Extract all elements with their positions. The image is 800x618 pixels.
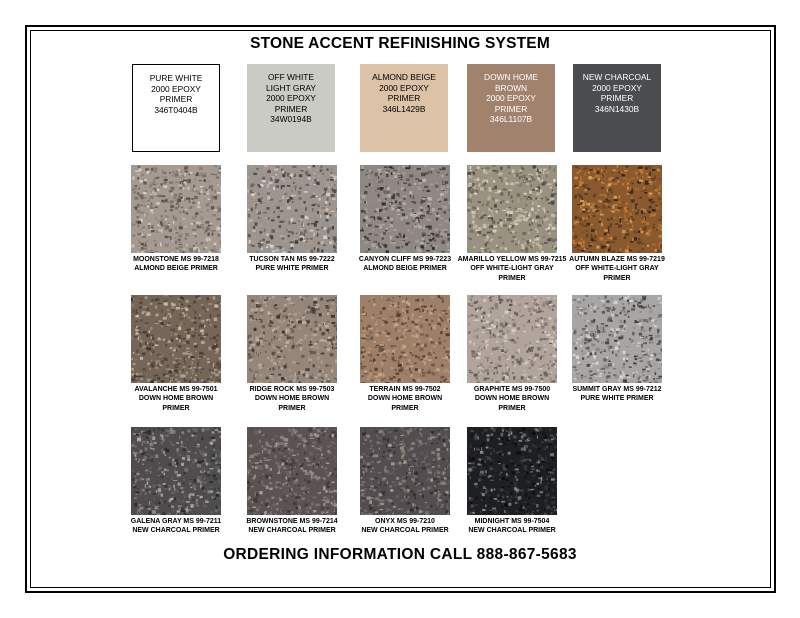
swatch-caption: GRAPHITE MS 99-7500 DOWN HOME BROWN PRIMER: [473, 386, 551, 412]
stone-texture: [572, 295, 662, 383]
ordering-info: ORDERING INFORMATION CALL 888-867-5683: [223, 546, 577, 563]
stone-swatch: [131, 427, 221, 515]
primer-swatch: [467, 64, 555, 152]
stone-swatch: [360, 427, 450, 515]
stone-swatch: [360, 295, 450, 383]
stone-texture: [247, 427, 337, 515]
primer-swatch: [247, 64, 335, 152]
swatch-caption: RIDGE ROCK MS 99-7503 DOWN HOME BROWN PRIMER: [249, 386, 335, 412]
stone-swatch: [467, 427, 557, 515]
primer-swatch: [573, 64, 661, 152]
stone-swatch: [467, 165, 557, 253]
stone-texture: [467, 295, 557, 383]
swatch-caption: MIDNIGHT MS 99-7504 NEW CHARCOAL PRIMER: [468, 518, 556, 535]
stone-swatch: [247, 427, 337, 515]
stone-texture: [131, 427, 221, 515]
swatch-caption: GALENA GRAY MS 99-7211 NEW CHARCOAL PRIMER: [130, 518, 222, 535]
stone-texture: [247, 295, 337, 383]
swatch-caption: CANYON CLIFF MS 99-7223 ALMOND BEIGE PRIMER: [358, 256, 452, 273]
stone-swatch: [467, 295, 557, 383]
stone-swatch: [131, 165, 221, 253]
swatch-caption: SUMMIT GRAY MS 99-7212 PURE WHITE PRIMER: [572, 386, 662, 403]
stone-texture: [131, 165, 221, 253]
swatch-caption: AMARILLO YELLOW MS 99-7215 OFF WHITE-LIGHT GRAY PRIMER: [457, 256, 567, 282]
swatch-caption: BROWNSTONE MS 99-7214 NEW CHARCOAL PRIMER: [246, 518, 338, 535]
stone-swatch: [131, 295, 221, 383]
stone-texture: [572, 165, 662, 253]
primer-label: PURE WHITE 2000 EPOXY PRIMER 346T0404B: [149, 73, 203, 115]
swatch-caption: TUCSON TAN MS 99-7222 PURE WHITE PRIMER: [249, 256, 335, 273]
swatch-caption: ONYX MS 99-7210 NEW CHARCOAL PRIMER: [361, 518, 449, 535]
stone-swatch: [247, 295, 337, 383]
stone-texture: [360, 165, 450, 253]
stone-swatch: [572, 295, 662, 383]
stone-texture: [131, 295, 221, 383]
primer-swatch: [132, 64, 220, 152]
stone-texture: [247, 165, 337, 253]
primer-swatch: [360, 64, 448, 152]
stone-swatch: [360, 165, 450, 253]
stone-texture: [360, 295, 450, 383]
stone-texture: [360, 427, 450, 515]
primer-label: OFF WHITE LIGHT GRAY 2000 EPOXY PRIMER 34W0194B: [266, 72, 316, 125]
swatch-caption: TERRAIN MS 99-7502 DOWN HOME BROWN PRIMER: [367, 386, 443, 412]
swatch-caption: AVALANCHE MS 99-7501 DOWN HOME BROWN PRIMER: [134, 386, 218, 412]
stone-swatch: [247, 165, 337, 253]
primer-label: NEW CHARCOAL 2000 EPOXY PRIMER 346N1430B: [582, 72, 652, 114]
page-title: STONE ACCENT REFINISHING SYSTEM: [250, 35, 550, 52]
swatch-caption: AUTUMN BLAZE MS 99-7219 OFF WHITE-LIGHT GRAY PRIMER: [569, 256, 665, 282]
stone-texture: [467, 427, 557, 515]
primer-label: ALMOND BEIGE 2000 EPOXY PRIMER 346L1429B: [372, 72, 436, 114]
primer-label: DOWN HOME BROWN 2000 EPOXY PRIMER 346L1107B: [484, 72, 538, 125]
stone-swatch: [572, 165, 662, 253]
swatch-caption: MOONSTONE MS 99-7218 ALMOND BEIGE PRIMER: [133, 256, 219, 273]
stone-texture: [467, 165, 557, 253]
